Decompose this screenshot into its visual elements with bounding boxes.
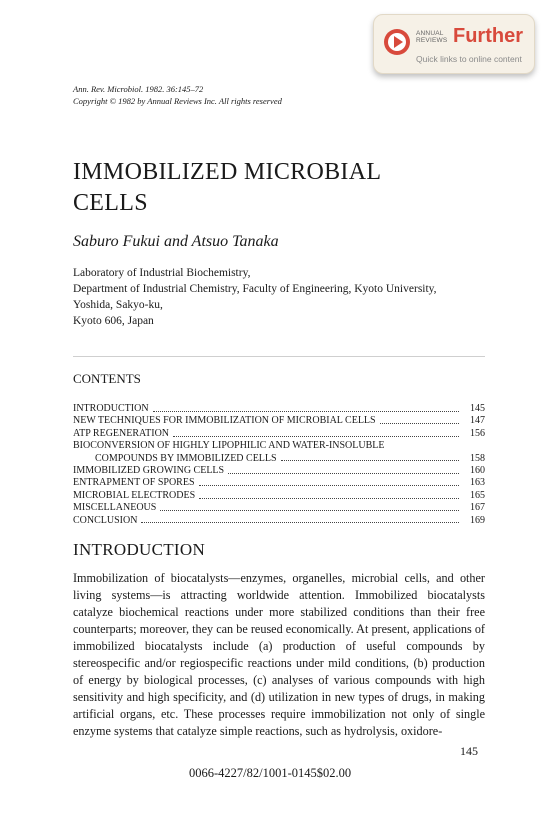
table-of-contents <box>73 403 485 527</box>
toc-entry <box>73 415 485 427</box>
citation-line-1: Ann. Rev. Microbiol. 1982. 36:145–72 <box>73 84 204 94</box>
toc-entry-label: BIOCONVERSION OF HIGHLY LIPOPHILIC AND WATER-INSOLUBLE <box>73 440 385 452</box>
introduction-heading: INTRODUCTION <box>73 540 206 559</box>
toc-entry <box>73 440 485 452</box>
toc-entry <box>73 453 485 465</box>
toc-entry <box>73 490 485 502</box>
toc-entry-label: INTRODUCTION <box>73 403 149 414</box>
page-number: 145 <box>460 744 478 758</box>
authors: Saburo Fukui and Atsuo Tanaka <box>73 233 279 250</box>
affiliation-line: Department of Industrial Chemistry, Faculty of Engineering, Kyoto University, <box>73 283 437 295</box>
toc-entry-page: 163 <box>470 477 485 489</box>
affiliation-line: Laboratory of Industrial Biochemistry, <box>73 267 251 279</box>
introduction-paragraph: Immobilization of biocatalysts—enzymes, organelles, microbial cells, and other living systems—is attracting worldwide attention. Immobilized biocatalysts catalyze biochemical reactions under more stabilized conditions than their free counterparts; moreover, they can be reused economically. At present, applications of immobilized biocatalysts include (a) production of useful compounds by stereospecific and/or regiospecific reactions under mild conditions, (b) production of energy by biological processes, (c) analyses of various compounds with high sensitivity and high specificity, and (d) utilization in new types of drugs, in making artificial organs, etc. These processes require immobilization not only of single enzyme systems that catalyze simple reactions, such as hydrolysis, oxidore- <box>73 571 485 738</box>
toc-leader <box>199 485 459 486</box>
toc-entry-label: NEW TECHNIQUES FOR IMMOBILIZATION OF MICROBIAL CELLS <box>73 415 376 427</box>
toc-leader <box>199 498 459 499</box>
badge-further-label: Further <box>453 25 523 47</box>
citation-line-2: Copyright © 1982 by Annual Reviews Inc. All rights reserved <box>73 96 282 106</box>
toc-entry-label: ATP REGENERATION <box>73 427 170 439</box>
toc-entry-page: 165 <box>470 489 485 501</box>
affiliation-line: Yoshida, Sakyo-ku, <box>73 299 163 311</box>
toc-entry-page: 158 <box>470 452 485 464</box>
toc-entry-page: 160 <box>470 465 485 477</box>
badge-tagline: Quick links to online content <box>416 54 522 64</box>
toc-entry <box>73 428 485 440</box>
toc-entry-label: COMPOUNDS BY IMMOBILIZED CELLS <box>95 452 277 464</box>
annual-reviews-logo-icon <box>384 29 410 55</box>
toc-entry-page: 169 <box>470 514 485 526</box>
toc-entry <box>73 403 485 415</box>
toc-leader <box>141 522 459 523</box>
toc-entry-page: 167 <box>470 502 485 514</box>
article-title <box>73 157 381 219</box>
toc-entry <box>73 515 485 527</box>
toc-entry-label: CONCLUSION <box>73 514 138 526</box>
toc-entry-page: 145 <box>470 403 485 414</box>
affiliation-line: Kyoto 606, Japan <box>73 315 154 327</box>
price-code: 0066-4227/82/1001-0145$02.00 <box>189 766 352 780</box>
toc-leader <box>153 411 459 412</box>
badge-brand-line: ANNUAL REVIEWS <box>416 30 448 44</box>
toc-entry-label: IMMOBILIZED GROWING CELLS <box>73 465 225 477</box>
toc-leader <box>380 423 459 424</box>
toc-leader <box>160 510 459 511</box>
contents-heading: CONTENTS <box>73 371 141 386</box>
toc-entry-label: MISCELLANEOUS <box>73 502 157 514</box>
divider <box>73 356 485 357</box>
title-line-1: IMMOBILIZED MICROBIAL <box>73 159 382 185</box>
toc-leader <box>281 460 459 461</box>
citation <box>73 83 282 107</box>
toc-leader <box>228 473 459 474</box>
toc-entry <box>73 502 485 514</box>
title-line-2: CELLS <box>73 190 148 216</box>
toc-entry-label: ENTRAPMENT OF SPORES <box>73 477 195 489</box>
affiliation <box>73 265 437 329</box>
toc-entry <box>73 465 485 477</box>
toc-leader <box>173 436 459 437</box>
toc-entry <box>73 477 485 489</box>
toc-entry-page: 156 <box>470 427 485 439</box>
toc-entry-label: MICROBIAL ELECTRODES <box>73 489 196 501</box>
toc-entry-page: 147 <box>470 415 485 427</box>
further-badge[interactable] <box>373 14 535 74</box>
